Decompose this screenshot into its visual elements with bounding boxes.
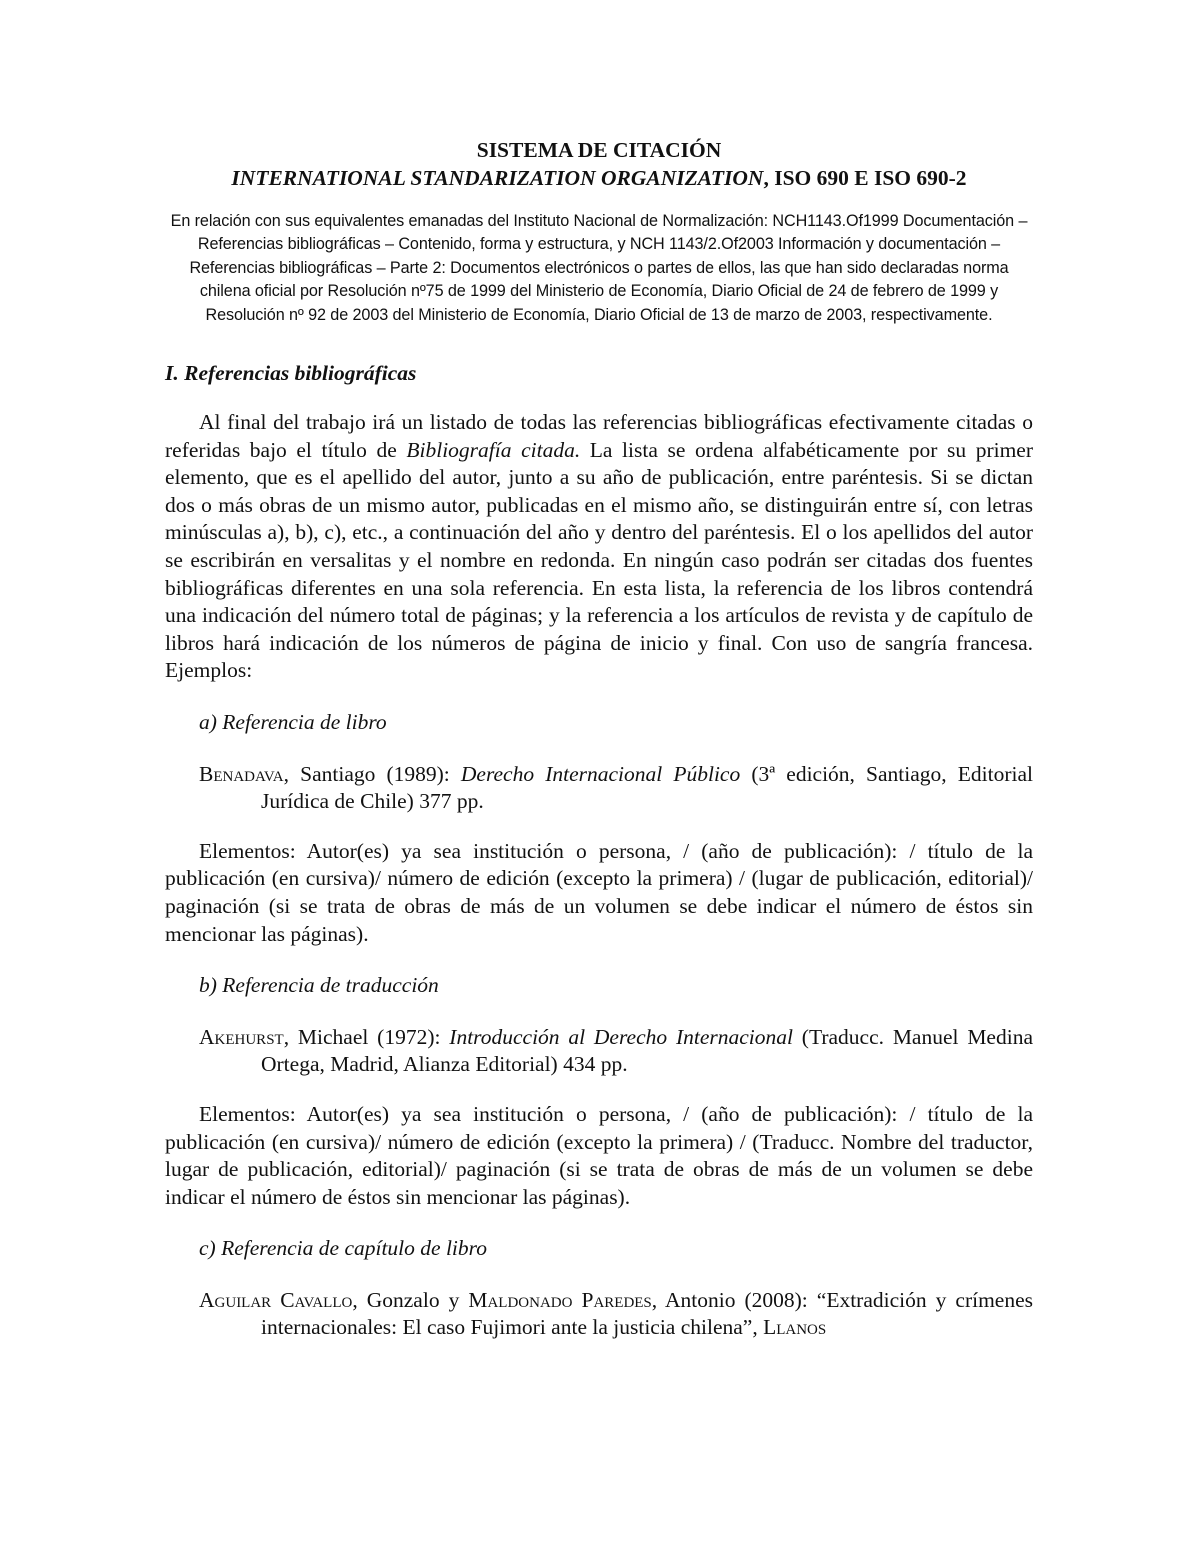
ref-c-author2: Maldonado Paredes [468,1287,652,1312]
para1-text-b: La lista se ordena alfabéticamente por su primer elemento, que es el apellido del autor, junto a su año de publicación, entre paréntesis. Si se dictan dos o más obras de un mismo autor, publicadas en el mismo año, se distinguirán entre sí, con letras minúsculas a), b), c), etc., a continuación del año y dentro del paréntesis. El o los apellidos del autor se escribirán en versalitas y el nombre en redonda. En ningún caso podrán ser citadas dos fuentes bibliográficas diferentes en una sola referencia. En esta lista, la referencia de los libros contendrá una indicación del número total de páginas; y la referencia a los artículos de revista y de capítulo de libros hará indicación de los números de página de inicio y final. Con uso de sangría francesa. Ejemplos: [165,437,1033,683]
section-heading-referencias: I. Referencias bibliográficas [165,361,417,386]
document-title-line2 [165,164,1033,192]
ref-a-text-1: , Santiago (1989): [283,761,461,786]
ref-b-text-2: (Traducc. Manuel Medina Ortega, Madrid, Alianza Editorial) 434 pp. [261,1024,1033,1077]
subheading-b: b) Referencia de traducción [199,973,439,998]
ref-b-author: Akehurst [199,1024,284,1049]
elements-paragraph-a: Elementos: Autor(es) ya sea institución o persona, / (año de publicación): / título de la publicación (en cursiva)/ número de edición (excepto la primera) / (lugar de publicación, editorial)/ paginación (si se trata de obras de más de un volumen se debe indicar el número de éstos sin mencionar las páginas). [165,838,1033,946]
para1-italic: Bibliografía citada. [406,437,581,462]
ref-a-text-2: (3ª edición, Santiago, Editorial Jurídica de Chile) 377 pp. [261,761,1033,814]
ref-c-author1: Aguilar Cavallo [199,1287,353,1312]
ref-a-author: Benadava [199,761,284,786]
ref-c-author3: Llanos [763,1315,827,1340]
body-paragraph-1 [165,409,1033,685]
ref-c-text-1: , Gonzalo y [352,1287,469,1312]
reference-example-c [165,1287,1033,1342]
ref-b-text-1: , Michael (1972): [283,1024,450,1049]
elements-paragraph-b: Elementos: Autor(es) ya sea institución o persona, / (año de publicación): / título de la publicación (en cursiva)/ número de edición (excepto la primera) / (Traducc. Nombre del traductor, lugar de publicación, editorial)/ paginación (si se trata de obras de más de un volumen se debe indicar el número de éstos sin mencionar las páginas). [165,1101,1033,1209]
title-text: SISTEMA DE CITACIÓN [476,138,722,162]
ref-c-text-2: , Antonio (2008): “Extradición y crímenes internacionales: El caso Fujimori ante la justicia chilena”, [261,1287,1033,1340]
title-organization: INTERNATIONAL STANDARIZATION ORGANIZATION [231,166,764,190]
title-iso: , ISO 690 E ISO 690-2 [763,166,967,190]
intro-paragraph: En relación con sus equivalentes emanadas del Instituto Nacional de Normalización: NCH1143.Of1999 Documentación – Referencias bibliográficas – Contenido, forma y estructura, y NCH 1143/2.Of2003 Información y documentación – Referencias bibliográficas – Parte 2: Documentos electrónicos o partes de ellos, las que han sido declaradas norma chilena oficial por Resolución nº75 de 1999 del Ministerio de Economía, Diario Oficial de 24 de febrero de 1999 y Resolución nº 92 de 2003 del Ministerio de Economía, Diario Oficial de 13 de marzo de 2003, respectivamente. [170,212,1028,324]
reference-example-b [165,1024,1033,1079]
reference-example-a [165,761,1033,816]
para1-text-a: Al final del trabajo irá un listado de todas las referencias bibliográficas efectivamente citadas o referidas bajo el título de [165,410,1033,462]
ref-b-title: Introducción al Derecho Internacional [449,1024,793,1049]
subheading-a: a) Referencia de libro [199,709,387,734]
ref-a-title: Derecho Internacional Público [460,761,741,786]
subheading-c: c) Referencia de capítulo de libro [199,1236,487,1261]
document-content [165,136,1033,1342]
document-title-line1 [165,136,1033,164]
